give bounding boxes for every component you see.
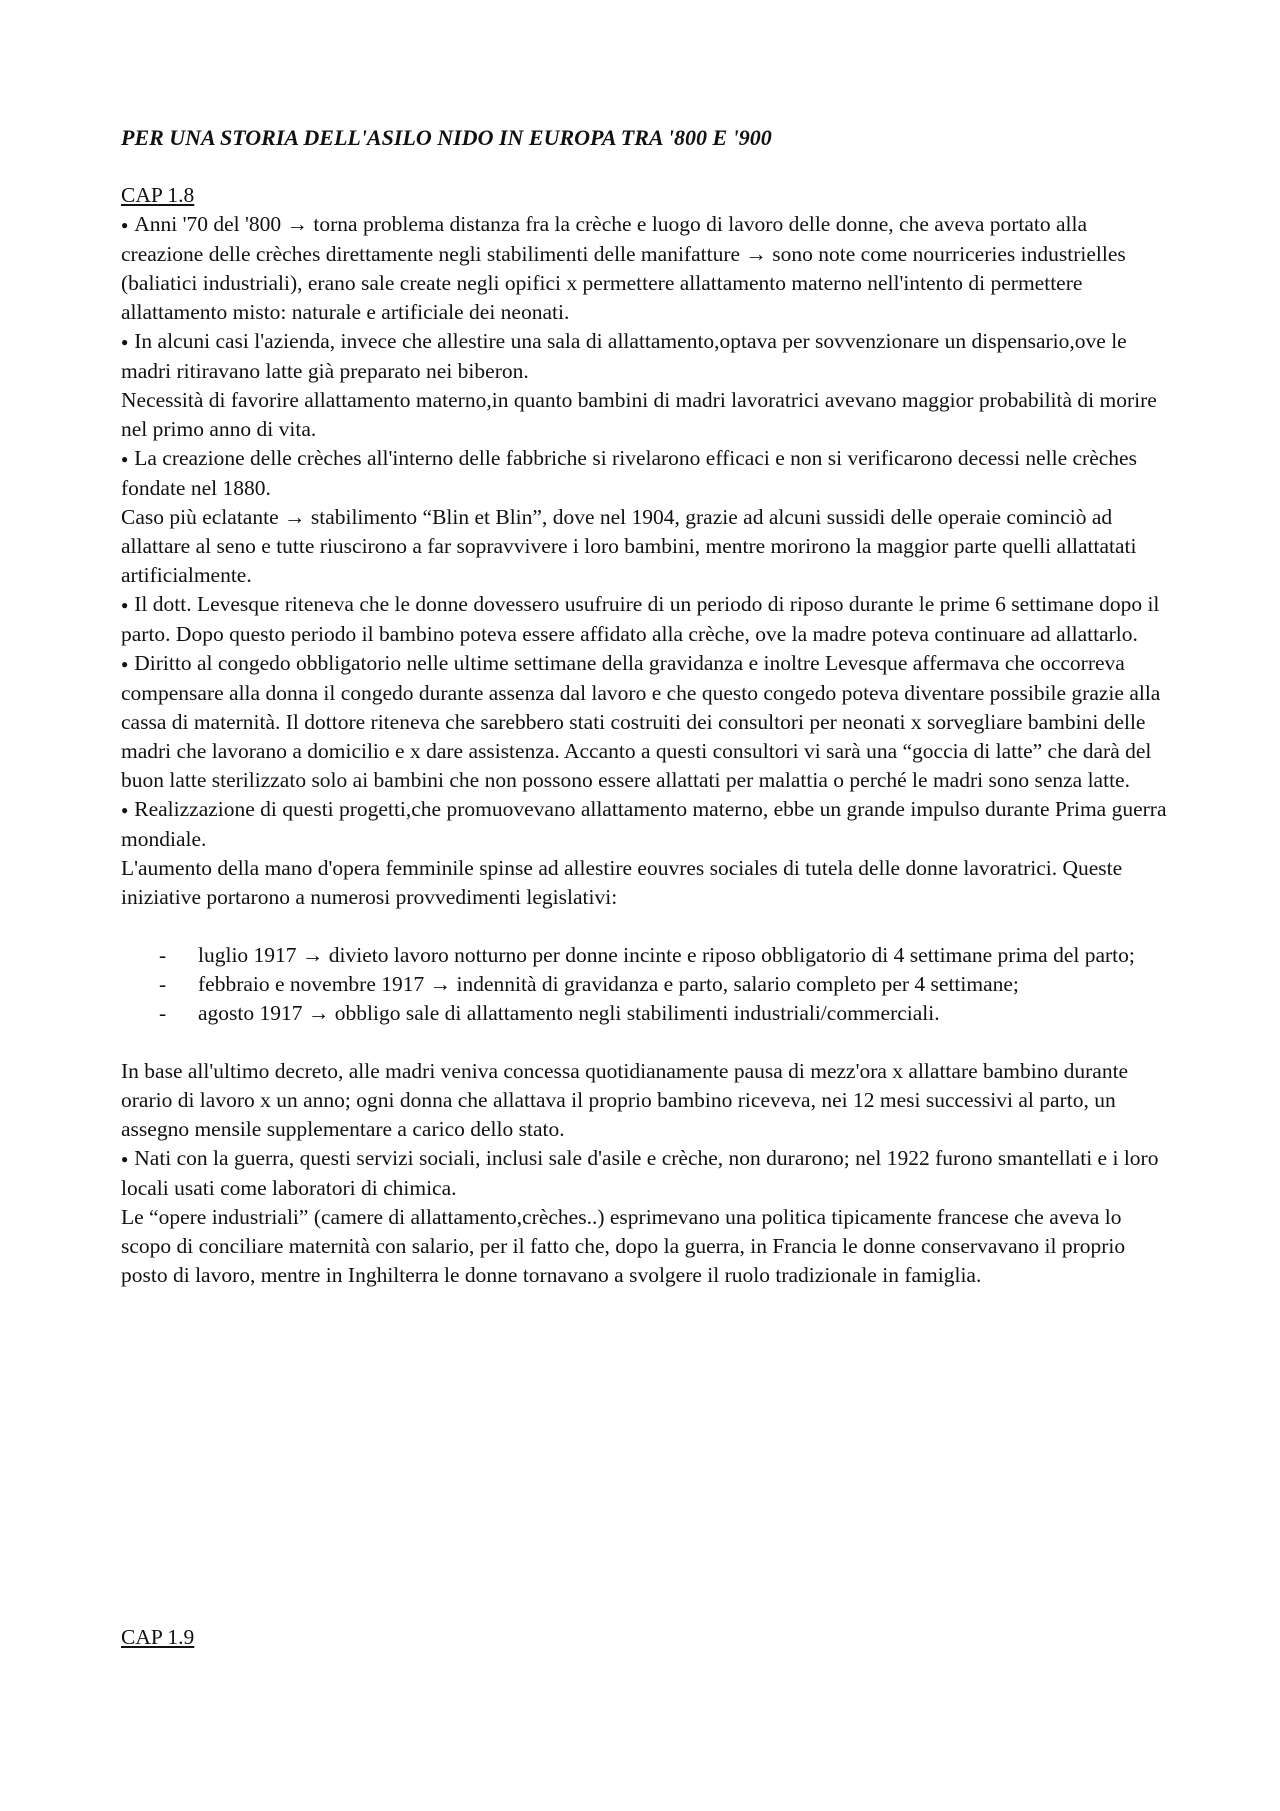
paragraph-bullet: ● In alcuni casi l'azienda, invece che allestire una sala di allattamento,optava per sovvenzionare un dispensario,ove le madri ritiravano latte già preparato nei biberon.	[121, 327, 1171, 386]
list-item	[121, 999, 1171, 1028]
list-item	[121, 941, 1171, 970]
paragraph: Necessità di favorire allattamento materno,in quanto bambini di madri lavoratrici avevano maggior probabilità di morire nel primo anno di vita.	[121, 388, 1157, 441]
list-item-text: agosto 1917 → obbligo sale di allattamento negli stabilimenti industriali/commerciali.	[198, 1001, 940, 1025]
paragraph-bullet: ● Anni '70 del '800 → torna problema distanza fra la crèche e luogo di lavoro delle donne, che aveva portato alla creazione delle crèches direttamente negli stabilimenti delle manifatture → sono note come nourriceries industrielles (baliatici industriali), erano sale create negli opifici x permettere allattamento materno nell'intento di permettere allattamento misto: naturale e artificiale dei neonati.	[121, 210, 1171, 327]
dash-marker: -	[159, 943, 167, 967]
list-item	[121, 970, 1171, 999]
paragraph-bullet: ● Nati con la guerra, questi servizi sociali, inclusi sale d'asile e crèche, non durarono; nel 1922 furono smantellati e i loro locali usati come laboratori di chimica.	[121, 1144, 1171, 1203]
section-cap-1-8	[121, 181, 1171, 1290]
paragraph-bullet: ● Realizzazione di questi progetti,che promuovevano allattamento materno, ebbe un grande impulso durante Prima guerra mondiale.	[121, 795, 1171, 854]
paragraph: In base all'ultimo decreto, alle madri veniva concessa quotidianamente pausa di mezz'ora x allattare bambino durante orario di lavoro x un anno; ogni donna che allattava il proprio bambino riceveva, nei 12 mesi successivi al parto, un assegno mensile supplementare a carico dello stato.	[121, 1059, 1129, 1141]
section-heading-cap-1-8: CAP 1.8	[121, 183, 195, 207]
dash-marker: -	[159, 1001, 167, 1025]
list-item-text: febbraio e novembre 1917 → indennità di gravidanza e parto, salario completo per 4 settimane;	[198, 972, 1019, 996]
paragraph: Le “opere industriali” (camere di allattamento,crèches..) esprimevano una politica tipicamente francese che aveva lo scopo di conciliare maternità con salario, per il fatto che, dopo la guerra, in Francia le donne conservavano il proprio posto di lavoro, mentre in Inghilterra le donne tornavano a svolgere il ruolo tradizionale in famiglia.	[121, 1205, 1126, 1287]
paragraph-bullet: ● Il dott. Levesque riteneva che le donne dovessero usufruire di un periodo di riposo durante le prime 6 settimane dopo il parto. Dopo questo periodo il bambino poteva essere affidato alla crèche, ove la madre poteva continuare ad allattarlo.	[121, 590, 1171, 649]
section-cap-1-9	[121, 1623, 1171, 1652]
dash-marker: -	[159, 972, 167, 996]
document-title: PER UNA STORIA DELL'ASILO NIDO IN EUROPA TRA '800 E '900	[121, 125, 772, 150]
paragraph: L'aumento della mano d'opera femminile spinse ad allestire eouvres sociales di tutela delle donne lavoratrici. Queste iniziative portarono a numerosi provvedimenti legislativi:	[121, 856, 1123, 909]
paragraph-bullet: ● La creazione delle crèches all'interno delle fabbriche si rivelarono efficaci e non si verificarono decessi nelle crèches fondate nel 1880.	[121, 444, 1171, 503]
paragraph: Caso più eclatante → stabilimento “Blin et Blin”, dove nel 1904, grazie ad alcuni sussidi delle operaie cominciò ad allattare al seno e tutte riuscirono a far sopravvivere i loro bambini, mentre morirono la maggior parte quelli allattatati artificialmente.	[121, 505, 1137, 587]
section-heading-cap-1-9: CAP 1.9	[121, 1625, 195, 1649]
legislation-list	[121, 941, 1171, 1028]
paragraph-bullet: ● Diritto al congedo obbligatorio nelle ultime settimane della gravidanza e inoltre Levesque affermava che occorreva compensare alla donna il congedo durante assenza dal lavoro e che questo congedo poteva diventare possibile grazie alla cassa di maternità. Il dottore riteneva che sarebbero stati costruiti dei consultori per neonati x sorvegliare bambini delle madri che lavorano a domicilio e x dare assistenza. Accanto a questi consultori vi sarà una “goccia di latte” che darà del buon latte sterilizzato solo ai bambini che non possono essere allattati per malattia o perché le madri sono senza latte.	[121, 649, 1171, 795]
list-item-text: luglio 1917 → divieto lavoro notturno per donne incinte e riposo obbligatorio di 4 settimane prima del parto;	[198, 943, 1135, 967]
